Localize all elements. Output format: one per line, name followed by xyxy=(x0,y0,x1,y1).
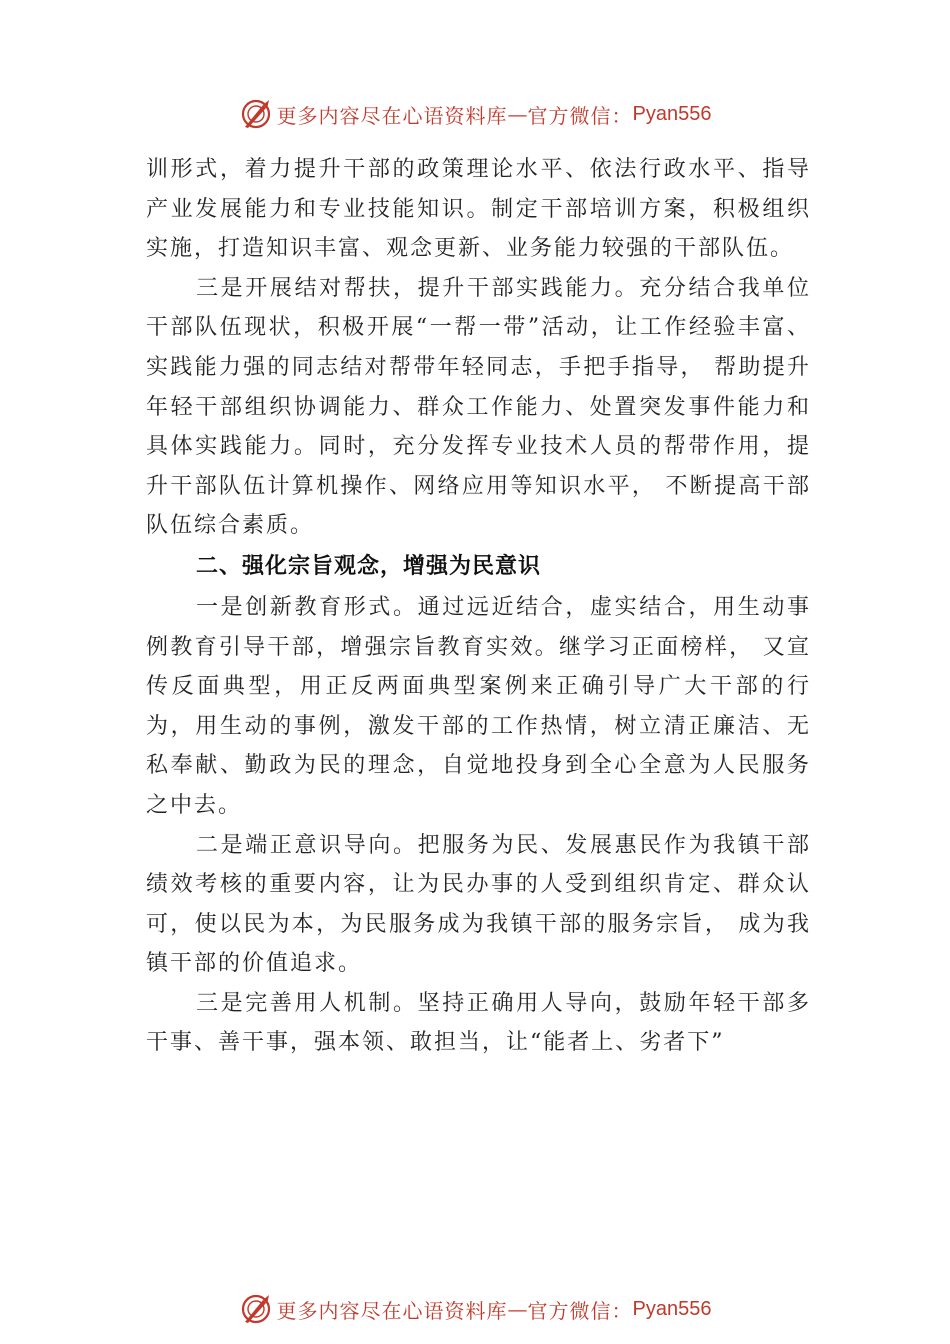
quill-seal-icon xyxy=(239,97,273,131)
watermark-wechat-id: Pyan556 xyxy=(632,102,712,125)
paragraph-education-form: 一是创新教育形式。通过远近结合，虚实结合，用生动事例教育引导干部，增强宗旨教育实效。继学习正面榜样， 又宣传反面典型，用正反两面典型案例来正确引导广大干部的行为，用生动的事例，激发干部的工作热情，树立清正廉洁、无私奉献、勤政为民的理念，自觉地投身到全心全意为人民服务之中去。 xyxy=(146,594,811,818)
watermark-site-text: 更多内容尽在心语资料库 xyxy=(276,1298,508,1323)
watermark-banner-bottom xyxy=(0,1289,950,1329)
paragraph-continuation: 训形式，着力提升干部的政策理论水平、依法行政水平、指导产业发展能力和专业技能知识。制定干部培训方案，积极组织实施，打造知识丰富、观念更新、业务能力较强的干部队伍。 xyxy=(146,157,811,262)
quill-seal-icon xyxy=(239,1292,273,1326)
watermark-wechat-prefix: 官方微信： xyxy=(527,103,633,128)
watermark-banner-top xyxy=(0,94,950,134)
watermark-separator: — xyxy=(507,1297,528,1321)
watermark-site-text: 更多内容尽在心语资料库 xyxy=(276,103,508,128)
watermark-wechat-prefix: 官方微信： xyxy=(527,1298,633,1323)
paragraph-pairing-assistance: 三是开展结对帮扶，提升干部实践能力。充分结合我单位干部队伍现状，积极开展“一帮一带”活动，让工作经验丰富、实践能力强的同志结对帮带年轻同志，手把手指导， 帮助提升年轻干部组织协调能力、群众工作能力、处置突发事件能力和具体实践能力。同时，充分发挥专业技术人员的帮带作用，提升干部队伍计算机操作、网络应用等知识水平， 不断提高干部队伍综合素质。 xyxy=(146,275,811,539)
section-heading: 二、强化宗旨观念，增强为民意识 xyxy=(196,553,542,579)
document-body xyxy=(146,150,811,1063)
watermark-separator: — xyxy=(507,102,528,126)
paragraph-employment-mechanism: 三是完善用人机制。坚持正确用人导向，鼓励年轻干部多干事、善干事，强本领、敢担当，让“能者上、劣者下” xyxy=(146,990,811,1056)
paragraph-awareness-orientation: 二是端正意识导向。把服务为民、发展惠民作为我镇干部绩效考核的重要内容，让为民办事的人受到组织肯定、群众认可，使以民为本，为民服务成为我镇干部的服务宗旨， 成为我镇干部的价值追求。 xyxy=(146,832,811,977)
watermark-wechat-id: Pyan556 xyxy=(632,1297,712,1320)
